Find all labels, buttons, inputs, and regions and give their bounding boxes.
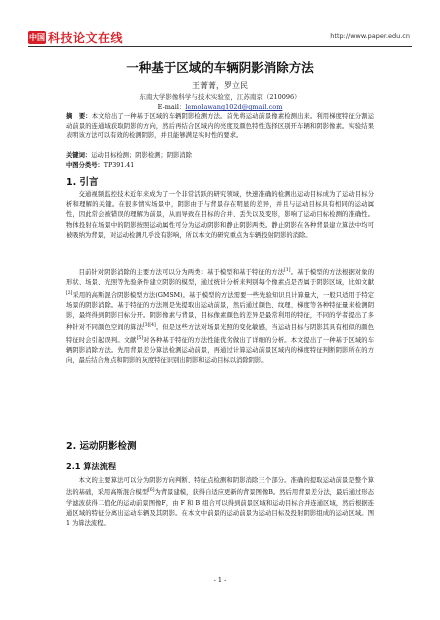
clc-label: 中图分类号： [66,162,104,169]
subsection-heading-algorithm: 2.1 算法流程 [66,461,117,471]
keywords [66,150,374,159]
section-heading-moving-shadow: 2. 运动阴影检测 [66,441,137,452]
classification-number [66,160,374,169]
paper-authors: 王菁菁，罗立民 [192,81,248,90]
abstract-label: 摘 要： [66,113,92,120]
paragraph-intro-2 [66,266,374,366]
paragraph-text: 。基于模型的方法根据对象的形状、场景、光照等先验条件建立阴影的模型，通过统计分析来判别每个像素点是否属于阴影区域，比如文献 [66,269,375,287]
site-logo[interactable] [28,29,123,46]
paragraph-text: 采用的高斯混合阴影模型方法(GMSM)。基于模型的方法需要一些先验知识且计算量大，一般只适用于特定场景的阴影消除。基于特征的方法则是先提取出运动前景，然后通过颜色、纹理、梯度等各种特征量来检测阴影，最终得到阴影目标分开。阴影像素与背景，目标像素颜色的差异是最常利用的特征，不同的学者提出了多种针对不同颜色空间的算法 [66,291,374,332]
paragraph-algorithm [66,476,374,529]
paragraph-text: 为背景建模，获得自适应更新的背景图像B。然后用背景差分法，最后通过形态学滤波获得二值化的运动前景图像F，由 F 和 B 组合可以得到前景区域和运动目标合并连通区域，然后根据连通区域的特征分离出运动车辆及其阴影。在本文中前景的运动前景为运动目标及投射阴影组成的运动区域。图 1 为算法流程。 [66,489,374,527]
paragraph-text: 本文的主要算法可以分为阴影方向判断、特征点检测和阴影消除三个部分。准确的提取运动前景是整个算法的基础，采用高斯混合模型 [66,477,374,497]
citation[interactable]: [2] [66,290,73,296]
keywords-label: 关键词： [66,152,92,159]
paper-title: 一种基于区域的车辆阴影消除方法 [126,60,314,75]
author-email-line [0,102,440,111]
section-heading-introduction: 1. 引言 [66,177,99,188]
clc-text: TP391.41 [103,162,135,169]
site-url[interactable]: http://www.paper.edu.cn [330,32,410,40]
page-number: - 1 - [213,576,227,584]
abstract [66,112,374,141]
paragraph-text: 对各种基于特征的方法性能优劣做出了详细的分析。本文提出了一种基于区域的车辆阴影消除方法。先用背景差分算法检测运动前景，再通过计算运动前景区域内的梯度特征判断阴影所在的方向，最后结合角点和阴影的灰度特征识别出阴影和运动目标以消除阴影。 [66,336,375,364]
paragraph-intro-1 [66,190,374,241]
author-affiliation: 东南大学影像科学与技术实验室，江苏南京（210096） [139,93,301,101]
abstract-text: 本文给出了一种基于区域的车辆阴影检测方法。首先将运动前景像素检测出来。利用梯度特征分割运动前景的连通域获取阴影的方向，然后再结合区域内的亮度及颜色特性选择区别开车辆和阴影像素。实验结果表明该方法可以有效的检测阴影，并且能够满足实时性的要求。 [66,113,375,139]
email-link[interactable]: lemolawang102d@gmail.com [185,103,283,111]
paragraph-text: 交通视频监控技术近年来成为了一个非常活跃的研究领域，快速准确的检测出运动目标成为了运动目标分析和理解的关键。在很多情实场景中，阴影由于与背景存在明显的差异，并且与运动目标具有相同的运动属性，因此常会被错误的理解为前景，从而导致在目标的合并、丢失以及变形，影响了运动目标检测的准确性。物体投射在场景中的阴影按照运动属性可分为运动阴影和静止阴影两类。静止阴影在各种背景建立算法中均可被吸纳为背景，对运动检测几乎没有影响，所以本文的研究重点为车辆投射阴影的消除。 [66,191,374,239]
citation[interactable]: [5] [136,335,143,341]
citation[interactable]: [1] [284,268,291,273]
keywords-text: 运动目标检测；阴影检测；阴影消除 [91,152,192,159]
paragraph-text: 目前针对阴影消除的主要方法可以分为两类：基于模型和基于特征的方法 [78,269,285,277]
logo-mark: 中国 [29,33,45,42]
citation[interactable]: [6] [148,488,155,494]
paragraph-text: 。但是这些方法对场景光照的变化敏感，当运动目标与阴影其具有相似的颜色特征时会引起误判。文献 [66,324,375,344]
header-divider [28,46,412,47]
logo-text: 科技论文在线 [48,31,124,45]
email-label: E-mail： [157,103,186,111]
citation[interactable]: [3][4] [143,323,156,329]
